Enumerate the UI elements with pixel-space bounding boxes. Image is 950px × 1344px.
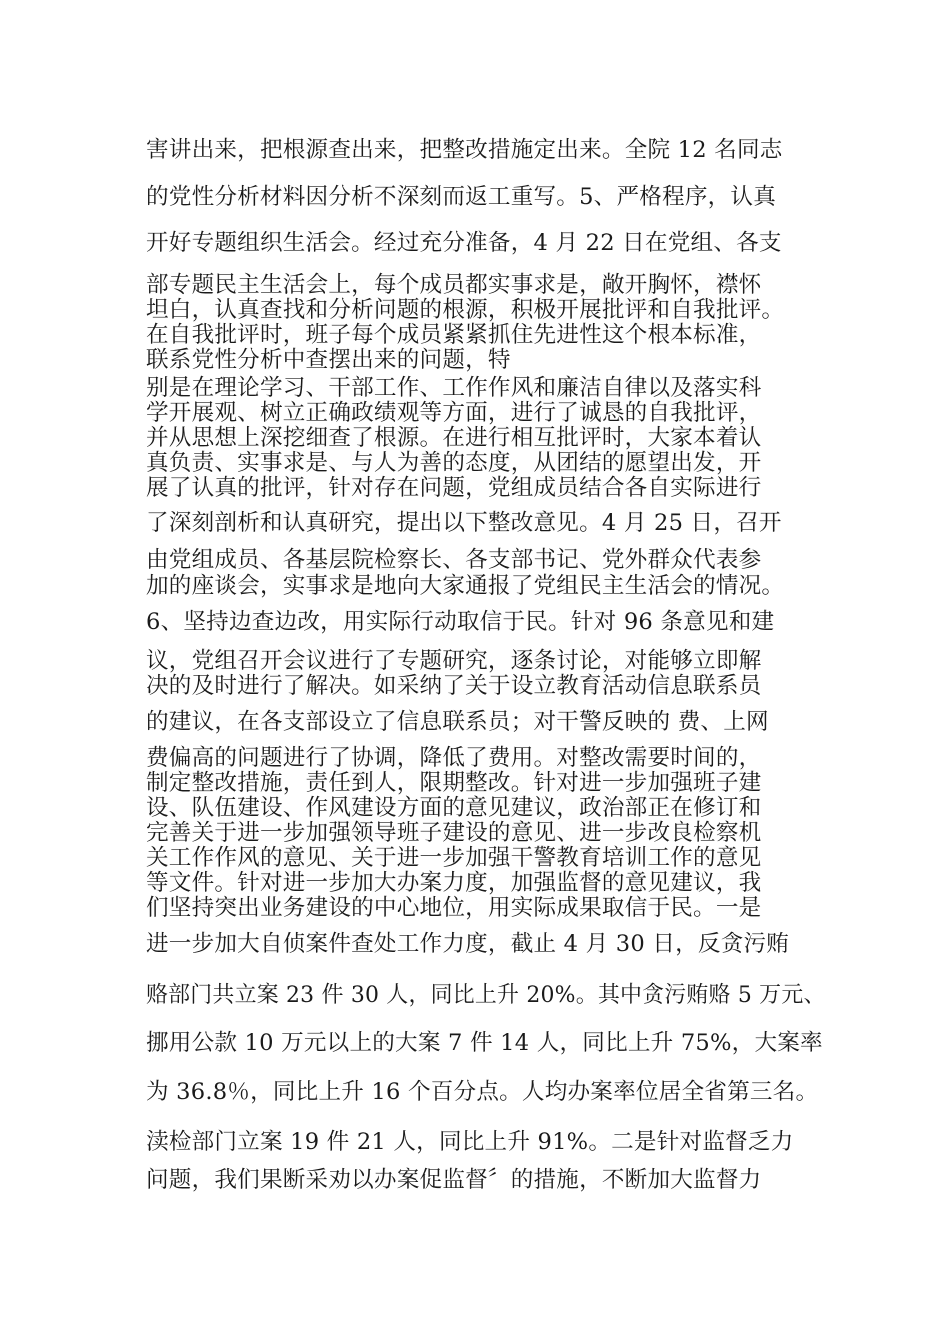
text-line: 制定整改措施，责任到人，限期整改。针对进一步加强班子建 xyxy=(146,770,762,796)
text-line: 进一步加大自侦案件查处工作力度，截止 4 月 30 日，反贪污贿 xyxy=(146,931,790,957)
text-line: 真负责、实事求是、与人为善的态度，从团结的愿望出发，开 xyxy=(146,450,762,476)
text-line: 们坚持突出业务建设的中心地位，用实际成果取信于民。一是 xyxy=(146,895,762,921)
text-line: 决的及时进行了解决。如采纳了关于设立教育活动信息联系员 xyxy=(146,673,762,699)
text-line: 6、坚持边查边改，用实际行动取信于民。针对 96 条意见和建 xyxy=(146,609,775,635)
text-line: 关工作作风的意见、关于进一步加强干警教育培训工作的意见 xyxy=(146,845,762,871)
text-line: 渎检部门立案 19 件 21 人，同比上升 91%。二是针对监督乏力 xyxy=(146,1129,794,1155)
text-line: 完善关于进一步加强领导班子建设的意见、进一步改良检察机 xyxy=(146,820,762,846)
text-line: 了深刻剖析和认真研究，提出以下整改意见。4 月 25 日，召开 xyxy=(146,510,782,536)
text-line: 设、队伍建设、作风建设方面的意见建议，政治部正在修订和 xyxy=(146,795,762,821)
text-line: 联系党性分析中查摆出来的问题，特 xyxy=(146,347,511,373)
text-line: 为 36.8％，同比上升 16 个百分点。人均办案率位居全省第三名。 xyxy=(146,1079,819,1105)
text-line: 学开展观、树立正确政绩观等方面，进行了诚恳的自我批评， xyxy=(146,400,762,426)
text-line: 问题，我们果断采劝以办案促监督〞的措施，不断加大监督力 xyxy=(146,1167,762,1193)
text-line: 坦白，认真查找和分析问题的根源，积极开展批评和自我批评。 xyxy=(146,297,785,323)
text-line: 别是在理论学习、干部工作、工作作风和廉洁自律以及落实科 xyxy=(146,375,762,401)
text-line: 加的座谈会，实事求是地向大家通报了党组民主生活会的情况。 xyxy=(146,573,785,599)
text-line: 展了认真的批评，针对存在问题，党组成员结合各自实际进行 xyxy=(146,475,762,501)
text-line: 开好专题组织生活会。经过充分准备，4 月 22 日在党组、各支 xyxy=(146,230,782,256)
text-line: 害讲出来，把根源查出来，把整改措施定出来。全院 12 名同志 xyxy=(146,137,783,163)
text-line: 赂部门共立案 23 件 30 人，同比上升 20%。其中贪污贿赂 5 万元、 xyxy=(146,982,826,1008)
text-line: 部专题民主生活会上，每个成员都实事求是，敞开胸怀，襟怀 xyxy=(146,272,762,298)
text-line: 由党组成员、各基层院检察长、各支部书记、党外群众代表参 xyxy=(146,547,762,573)
text-line: 挪用公款 10 万元以上的大案 7 件 14 人，同比上升 75%，大案率 xyxy=(146,1030,823,1056)
text-line: 的党性分析材料因分析不深刻而返工重写。5、严格程序，认真 xyxy=(146,184,777,210)
text-line: 在自我批评时，班子每个成员紧紧抓住先进性这个根本标准， xyxy=(146,322,762,348)
text-line: 费偏高的问题进行了协调，降低了费用。对整改需要时间的， xyxy=(146,745,762,771)
text-line: 议，党组召开会议进行了专题研究，逐条讨论，对能够立即解 xyxy=(146,648,762,674)
text-line: 的建议，在各支部设立了信息联系员；对干警反映的 费、上网 xyxy=(146,709,769,735)
text-line: 等文件。针对进一步加大办案力度，加强监督的意见建议，我 xyxy=(146,870,762,896)
text-line: 并从思想上深挖细查了根源。在进行相互批评时，大家本着认 xyxy=(146,425,762,451)
